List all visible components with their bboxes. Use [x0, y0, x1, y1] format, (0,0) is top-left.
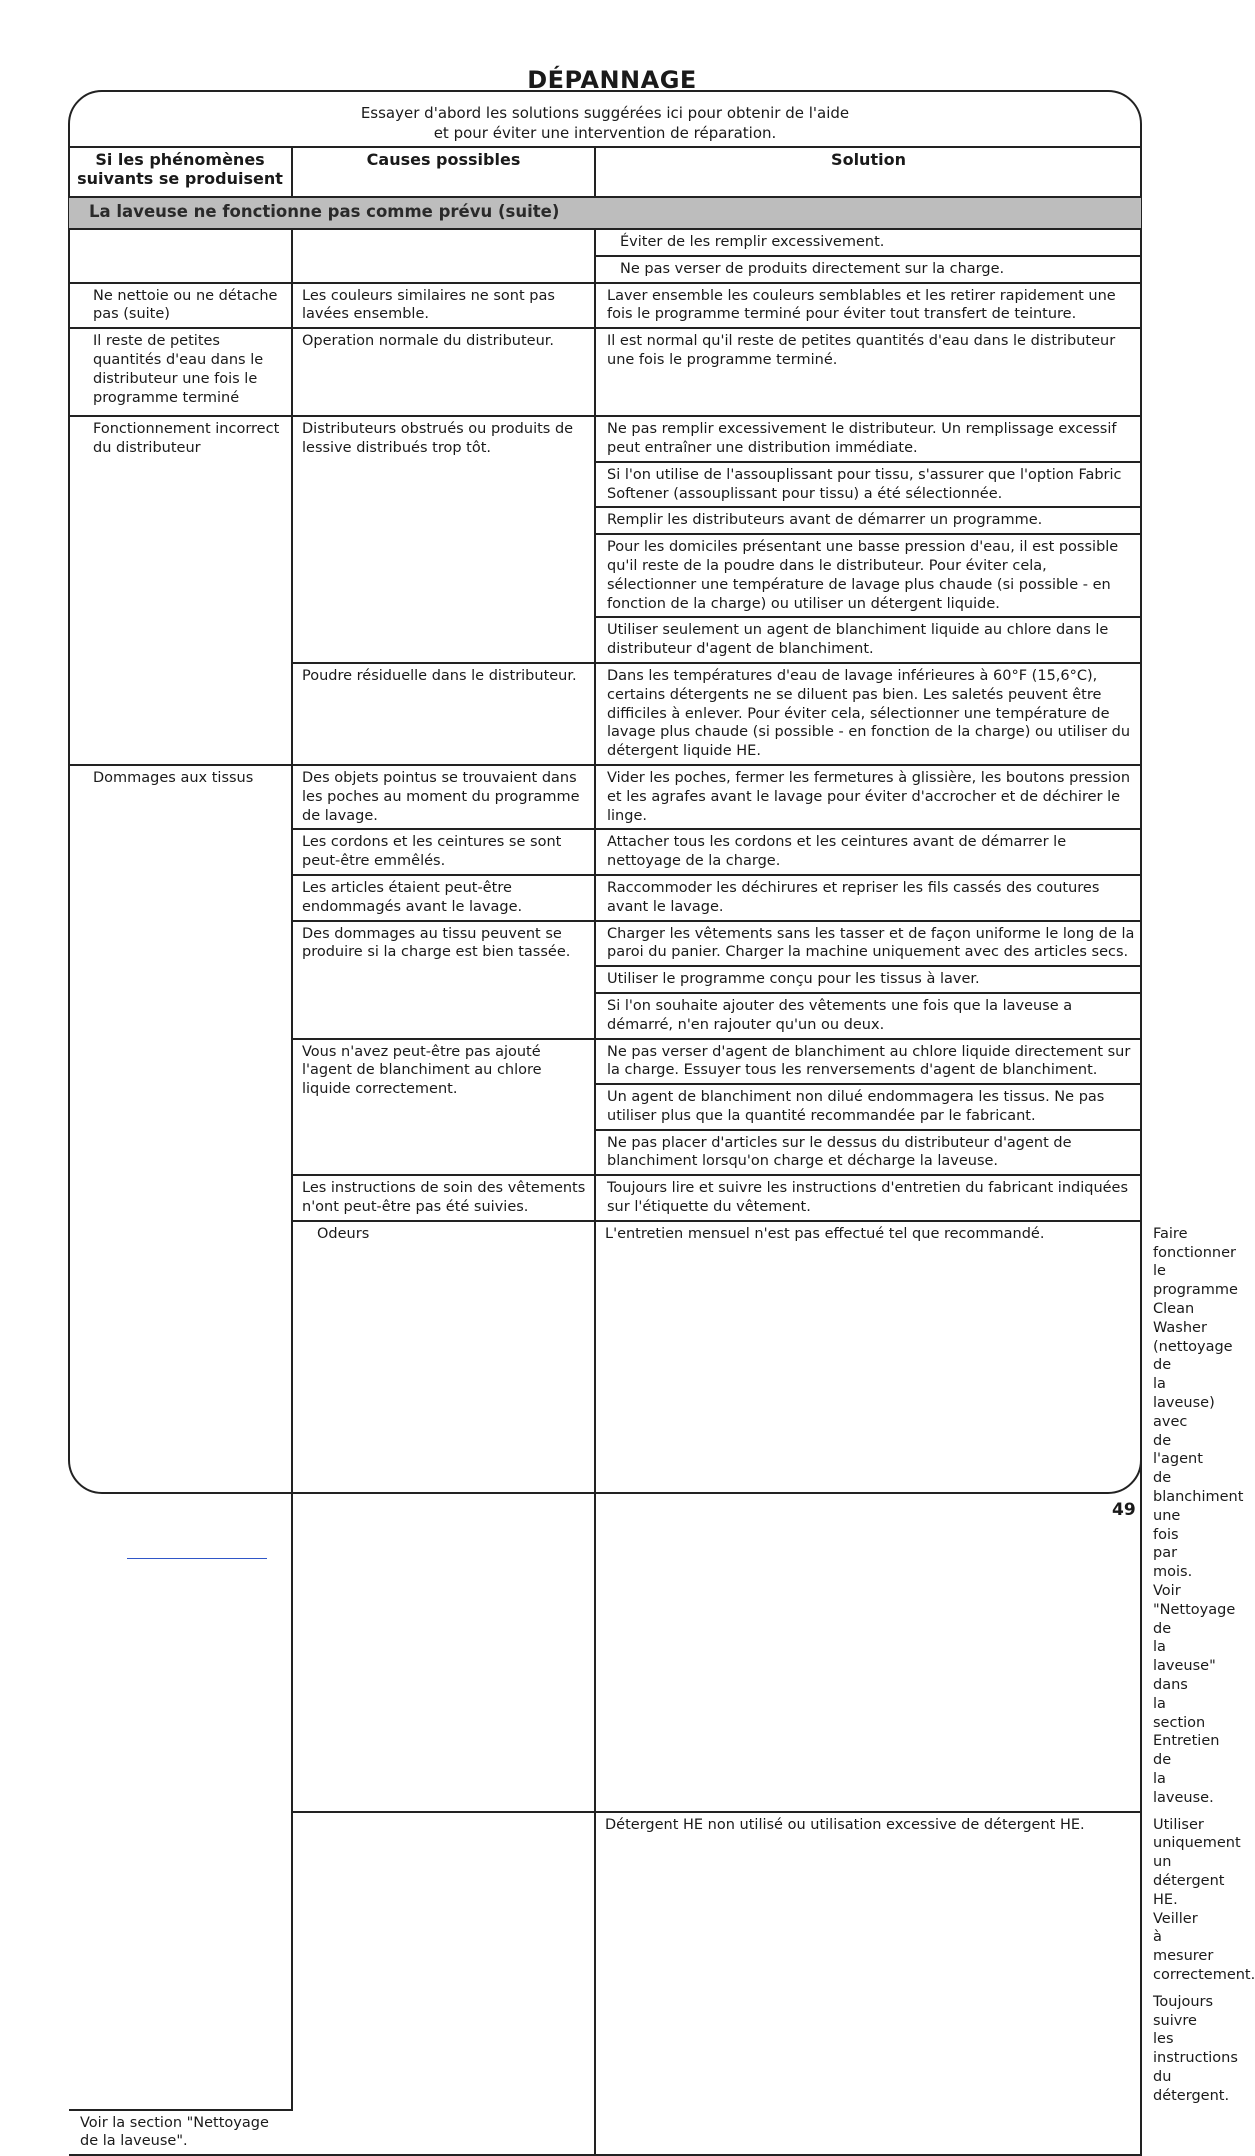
table-row: Détergent HE non utilisé ou utilisation excessive de détergent HE. Utiliser uniquement un détergent HE. Veiller à mesurer correctement.: [69, 1812, 1141, 1989]
solution-cell: Ne pas remplir excessivement le distributeur. Un remplissage excessif peut entraîner une distribution immédiate.: [595, 416, 1141, 462]
problem-cell: [69, 229, 292, 283]
cause-cell: [292, 229, 595, 283]
solution-cell: Toujours lire et suivre les instructions d'entretien du fabricant indiquées sur l'étiquette du vêtement.: [595, 1175, 1141, 1221]
solution-cell: Utiliser le programme conçu pour les tissus à laver.: [595, 966, 1141, 993]
problem-cell: Fonctionnement incorrect du distributeur: [69, 416, 292, 765]
cause-cell: Vous n'avez peut-être pas ajouté l'agent de blanchiment au chlore liquide correctement.: [292, 1039, 595, 1176]
cause-cell: Des objets pointus se trouvaient dans les poches au moment du programme de lavage.: [292, 765, 595, 829]
cause-cell: Poudre résiduelle dans le distributeur.: [292, 663, 595, 765]
problem-cell: [292, 1812, 595, 2156]
header-cause: Causes possibles: [292, 147, 595, 197]
cause-cell: Operation normale du distributeur.: [292, 328, 595, 416]
problem-cell: Dommages aux tissus: [69, 765, 292, 2110]
solution-cell: Ne pas placer d'articles sur le dessus du distributeur d'agent de blanchiment lorsqu'on charge et décharge la laveuse.: [595, 1130, 1141, 1176]
problem-cell: Il reste de petites quantités d'eau dans le distributeur une fois le programme terminé: [69, 328, 292, 416]
cause-cell: Distributeurs obstrués ou produits de lessive distribués trop tôt.: [292, 416, 595, 663]
cause-cell: Des dommages au tissu peuvent se produire si la charge est bien tassée.: [292, 921, 595, 1039]
section-row: [69, 197, 1141, 229]
solution-cell: Utiliser seulement un agent de blanchiment liquide au chlore dans le distributeur d'agent de blanchiment.: [595, 617, 1141, 663]
footer-rule: [127, 1558, 267, 1559]
table-row: [69, 416, 1141, 462]
cause-cell: Les articles étaient peut-être endommagés avant le lavage.: [292, 875, 595, 921]
cause-cell: Les instructions de soin des vêtements n'ont peut-être pas été suivies.: [292, 1175, 595, 1221]
intro-text: [70, 103, 1140, 143]
solution-cell: Charger les vêtements sans les tasser et de façon uniforme le long de la paroi du panier. Charger la machine uniquement avec des articles secs.: [595, 921, 1141, 967]
solution-cell: Si l'on utilise de l'assouplissant pour tissu, s'assurer que l'option Fabric Softener (assouplissant pour tissu) a été sélectionnée.: [595, 462, 1141, 508]
troubleshooting-table: [69, 146, 1255, 2156]
header-solution: Solution: [595, 147, 1141, 197]
problem-cell: Ne nettoie ou ne détache pas (suite): [69, 283, 292, 329]
solution-cell: Attacher tous les cordons et les ceintures avant de démarrer le nettoyage de la charge.: [595, 829, 1141, 875]
table-row: [69, 229, 1141, 256]
solution-cell: Ne pas verser de produits directement sur la charge.: [595, 256, 1141, 283]
table-row: [69, 328, 1141, 416]
solution-cell: Dans les températures d'eau de lavage inférieures à 60°F (15,6°C), certains détergents ne se diluent pas bien. Les saletés peuvent être difficiles à enlever. Pour éviter cela, sélectionner une température de lavage plus chaude (si possible - en fonction de la charge) ou utiliser du détergent liquide HE.: [595, 663, 1141, 765]
table-row: [69, 765, 1141, 829]
cause-cell: Les cordons et les ceintures se sont peut-être emmêlés.: [292, 829, 595, 875]
header-row: [69, 147, 1141, 197]
table-row: [69, 283, 1141, 329]
solution-cell: Laver ensemble les couleurs semblables et les retirer rapidement une fois le programme terminé pour éviter tout transfert de teinture.: [595, 283, 1141, 329]
solution-cell: Un agent de blanchiment non dilué endommagera les tissus. Ne pas utiliser plus que la quantité recommandée par le fabricant.: [595, 1084, 1141, 1130]
section-title: [69, 197, 1141, 229]
solution-cell: Ne pas verser d'agent de blanchiment au chlore liquide directement sur la charge. Essuyer tous les renversements d'agent de blanchiment.: [595, 1039, 1141, 1085]
page-title: DÉPANNAGE: [527, 66, 697, 94]
table-row: Toujours suivre les instructions du détergent.: [1153, 1993, 1238, 2104]
solution-cell: Il est normal qu'il reste de petites quantités d'eau dans le distributeur une fois le programme terminé.: [595, 328, 1141, 416]
cause-cell: Détergent HE non utilisé ou utilisation excessive de détergent HE.: [595, 1812, 1141, 2156]
intro-line-1: Essayer d'abord les solutions suggérées ici pour obtenir de l'aide: [360, 104, 850, 122]
solution-cell: Remplir les distributeurs avant de démarrer un programme.: [595, 507, 1141, 534]
page-number: 49: [1112, 1500, 1136, 1520]
solution-cell: Si l'on souhaite ajouter des vêtements une fois que la laveuse a démarré, n'en rajouter qu'un ou deux.: [595, 993, 1141, 1039]
solution-cell: Pour les domiciles présentant une basse pression d'eau, il est possible qu'il reste de la poudre dans le distributeur. Pour éviter cela, sélectionner une température de lavage plus chaude (si possible - en fonction de la charge) ou utiliser un détergent liquide.: [595, 534, 1141, 617]
cause-cell: L'entretien mensuel n'est pas effectué tel que recommandé.: [595, 1221, 1141, 1812]
problem-cell: Odeurs: [292, 1221, 595, 1812]
intro-line-2: et pour éviter une intervention de réparation.: [433, 124, 777, 142]
solution-cell: Éviter de les remplir excessivement.: [595, 229, 1141, 256]
section-title-text: La laveuse ne fonctionne pas comme prévu (suite): [89, 202, 560, 221]
solution-cell: Raccommoder les déchirures et repriser les fils cassés des coutures avant le lavage.: [595, 875, 1141, 921]
cause-cell: Les couleurs similaires ne sont pas lavées ensemble.: [292, 283, 595, 329]
table-row: Odeurs L'entretien mensuel n'est pas effectué tel que recommandé. Faire fonctionner le programme Clean Washer (nettoyage de la laveuse) avec de l'agent de blanchiment une fois par mois. Voir "Nettoyage de la laveuse" dans la section Entretien de la laveuse.: [69, 1221, 1141, 1812]
solution-cell: Vider les poches, fermer les fermetures à glissière, les boutons pression et les agrafes avant le lavage pour éviter d'accrocher et de déchirer le linge.: [595, 765, 1141, 829]
solution-cell: Voir la section "Nettoyage de la laveuse".: [69, 2110, 292, 2156]
header-problem: Si les phénomènes suivants se produisent: [69, 147, 292, 197]
